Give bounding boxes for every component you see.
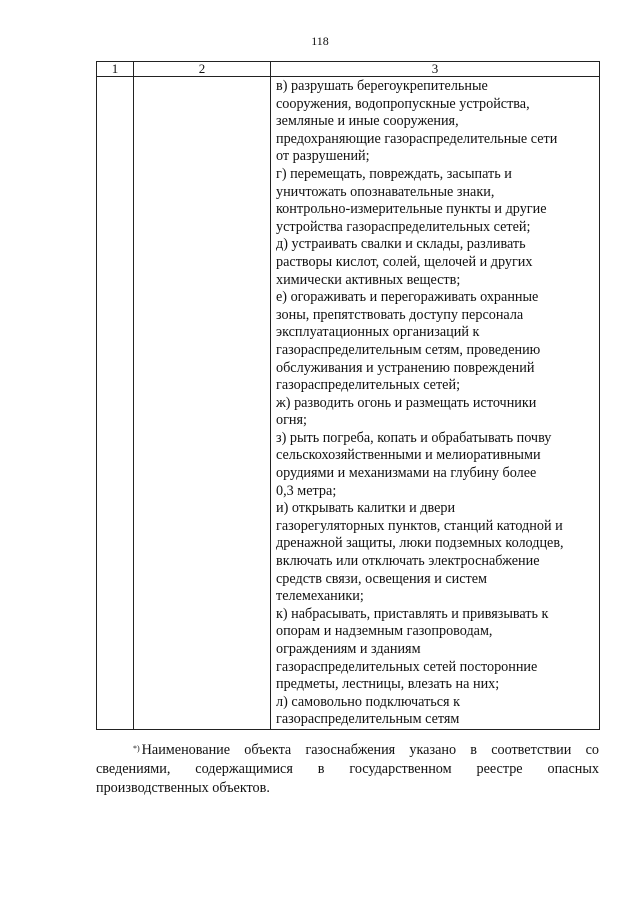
restriction-text-line: средств связи, освещения и систем xyxy=(276,570,488,587)
cell-col2 xyxy=(134,77,271,730)
footnote-word: указано xyxy=(409,742,457,758)
restriction-text-line: 0,3 метра; xyxy=(276,482,337,499)
footnote-word: в xyxy=(470,742,477,758)
restriction-text-line: газораспределительным сетям xyxy=(276,711,460,728)
restriction-text-line: газорегуляторных пунктов, станций катодной и xyxy=(276,517,563,534)
restriction-text-line: ограждениям и зданиям xyxy=(276,641,421,657)
restriction-text-line: газораспределительных сетей посторонние xyxy=(276,658,538,675)
restriction-text-line: предметы, лестницы, влезать на них; xyxy=(276,676,500,693)
restriction-text-line: ж) разводить огонь и размещать источники xyxy=(276,394,537,411)
restriction-text-line: предохраняющие газораспределительные сети xyxy=(276,130,558,147)
header-cell-3: 3 xyxy=(271,62,600,77)
restriction-text-line: земляные и иные сооружения, xyxy=(276,113,459,130)
restriction-text-line: зоны, препятствовать доступу персонала xyxy=(276,306,524,323)
restriction-text-line: включать или отключать электроснабжение xyxy=(276,553,540,570)
cell-col3 xyxy=(271,77,600,730)
header-cell-1: 1 xyxy=(97,62,134,77)
footnote-line-3: производственных объектов. xyxy=(96,780,270,796)
footnote-word: в xyxy=(317,761,325,777)
restriction-text-line: растворы кислот, солей, щелочей и других xyxy=(276,253,533,270)
restriction-text-line: л) самовольно подключаться к xyxy=(276,693,461,710)
restriction-text-line: к) набрасывать, приставлять и привязывать к xyxy=(276,605,549,622)
restriction-text-line: обслуживания и устранению повреждений xyxy=(276,359,535,376)
footnote-line-2 xyxy=(96,760,599,779)
footnote-word: сведениями, xyxy=(96,761,171,777)
footnote-line-1 xyxy=(96,741,599,760)
document-table xyxy=(96,61,600,730)
restriction-text-line: сооружения, водопропускные устройства, xyxy=(276,95,530,112)
footnote-word: реестре xyxy=(476,761,523,777)
restriction-text-line: химически активных веществ; xyxy=(276,271,461,288)
restriction-text-line: устройства газораспределительных сетей; xyxy=(276,218,531,235)
footnote-marker: *) xyxy=(133,744,140,753)
restriction-text-line: эксплуатационных организаций к xyxy=(276,324,480,341)
restriction-text-line: г) перемещать, повреждать, засыпать и xyxy=(276,165,512,182)
footnote-word: соответствии xyxy=(491,742,572,758)
restriction-text-line: дренажной защиты, люки подземных колодцев, xyxy=(276,535,564,552)
page-number: 118 xyxy=(311,34,329,48)
restriction-text-line: контрольно-измерительные пункты и другие xyxy=(276,201,547,218)
restriction-text-line: опорам и надземным газопроводам, xyxy=(276,623,493,640)
footnote-word: опасных xyxy=(547,761,599,777)
restriction-text-line: газораспределительным сетям, проведению xyxy=(276,341,541,358)
restriction-text-line: уничтожать опознавательные знаки, xyxy=(276,183,495,200)
restriction-text-line: телемеханики; xyxy=(276,588,364,605)
restriction-text-line: сельскохозяйственными и мелиоративными xyxy=(276,447,541,464)
restriction-text-line: газораспределительных сетей; xyxy=(276,377,461,394)
restriction-text-line: д) устраивать свалки и склады, разливать xyxy=(276,236,526,253)
footnote xyxy=(96,741,599,798)
footnote-word: государственном xyxy=(349,761,452,777)
restriction-text-line: огня; xyxy=(276,412,307,429)
footnote-word: объекта xyxy=(244,742,292,758)
footnote-word: газоснабжения xyxy=(305,742,396,758)
restriction-text-line: з) рыть погреба, копать и обрабатывать почву xyxy=(276,429,552,446)
restriction-text-line: орудиями и механизмами на глубину более xyxy=(276,465,537,482)
table-row xyxy=(97,77,600,730)
footnote-word-text: Наименование xyxy=(141,742,231,758)
cell-col1 xyxy=(97,77,134,730)
footnote-word: со xyxy=(585,742,599,758)
restriction-text-line: в) разрушать берегоукрепительные xyxy=(276,78,488,94)
header-cell-2: 2 xyxy=(134,62,271,77)
table-header-row xyxy=(97,62,600,77)
restriction-text-line: е) огораживать и перегораживать охранные xyxy=(276,289,539,306)
restriction-text-line: от разрушений; xyxy=(276,148,370,165)
restriction-text-line: и) открывать калитки и двери xyxy=(276,500,456,517)
footnote-word xyxy=(133,741,230,760)
footnote-word: содержащимися xyxy=(195,761,293,777)
